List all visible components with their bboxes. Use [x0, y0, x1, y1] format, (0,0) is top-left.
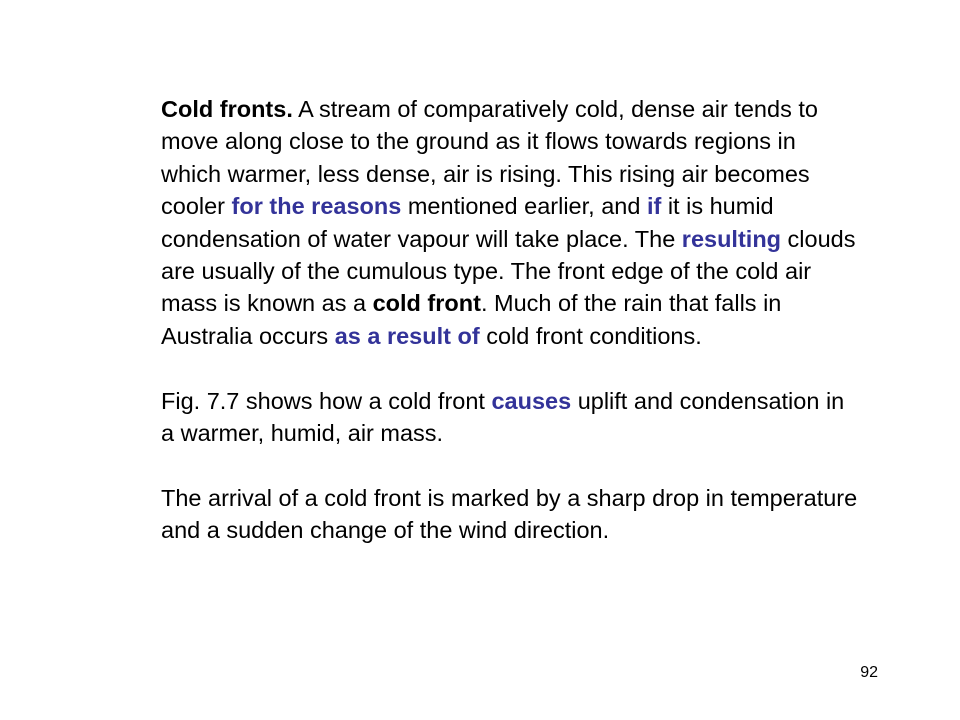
- heading-cold-fronts: Cold fronts.: [161, 96, 293, 122]
- highlight-term: for the reasons: [231, 193, 402, 220]
- highlight-term: causes: [491, 387, 572, 414]
- text-segment: . Much of the rain that falls in Australia occurs: [161, 290, 782, 349]
- text-segment: mentioned earlier, and: [401, 193, 647, 220]
- highlight-term: resulting: [681, 225, 782, 252]
- paragraph-cold-fronts: [161, 93, 861, 352]
- bold-term-cold-front: cold front: [372, 290, 481, 317]
- text-segment: The arrival of a cold front is marked by a sharp drop in temperature and a sudden change of the wind direction.: [161, 484, 858, 544]
- highlight-term: as a result of: [334, 322, 480, 349]
- paragraph-arrival: [161, 482, 861, 547]
- text-segment: A stream of comparatively cold, dense air tends to move along close to the ground as it flows towards regions in which warmer, less dense, air is rising. This rising air becomes cooler: [161, 96, 818, 220]
- text-segment: uplift and condensation in a warmer, humid, air mass.: [161, 387, 845, 447]
- text-segment: cold front conditions.: [479, 322, 702, 349]
- text-segment: Fig. 7.7 shows how a cold front: [161, 387, 492, 414]
- text-segment: it is humid condensation of water vapour will take place. The: [161, 193, 774, 252]
- body-text: [161, 93, 861, 547]
- page-number: 92: [860, 664, 878, 681]
- paragraph-figure-reference: [161, 385, 861, 450]
- text-segment: clouds are usually of the cumulous type. The front edge of the cold air mass is known as a: [161, 225, 856, 317]
- highlight-term: if: [646, 193, 662, 220]
